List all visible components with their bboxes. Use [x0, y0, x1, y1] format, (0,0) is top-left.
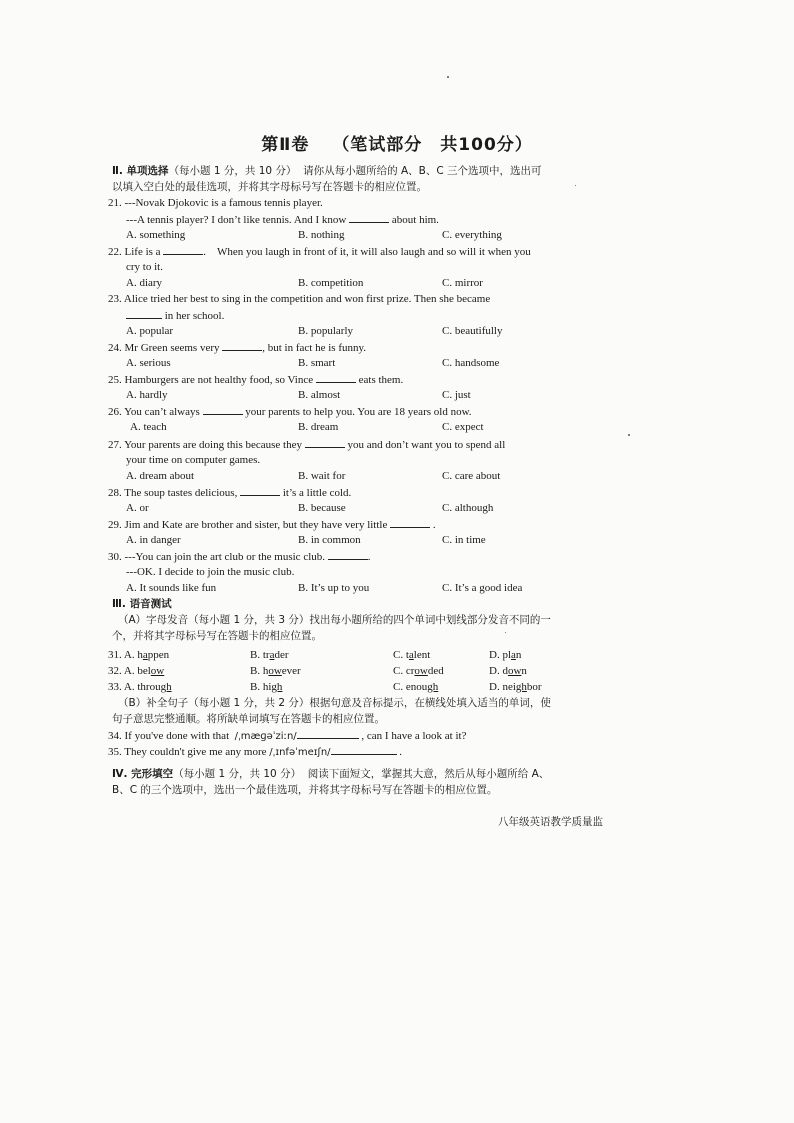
q30-option-b: B. It’s up to you [298, 582, 370, 594]
q33-option-c: C. enough [393, 681, 439, 693]
page-title [0, 130, 794, 155]
question-34: 34. If you've done with that /ˌmæɡəˈziːn/ , can I have a look at it? [108, 727, 466, 745]
q32-option-d: D. down [489, 665, 527, 677]
q26-option-b: B. dream [298, 421, 339, 433]
question-21-line-2: ---A tennis player? I don’t like tennis. And I know about him. [126, 211, 439, 228]
q30-option-a: A. It sounds like fun [126, 582, 217, 594]
section-2-instruction-line-2: 以填入空白处的最佳选项，并将其字母标号写在答题卡的相应位置。 [112, 181, 427, 193]
question-27-line-2: your time on computer games. [126, 454, 261, 466]
question-30-line-2: ---OK. I decide to join the music club. [126, 566, 295, 578]
q26-option-a: A. teach [130, 421, 167, 433]
q24-option-b: B. smart [298, 357, 336, 369]
q31-option-d: D. plan [489, 649, 522, 661]
q31-option-b: B. trader [250, 649, 289, 661]
q23-option-a: A. popular [126, 325, 174, 337]
scan-speck [575, 185, 576, 186]
section-3a-instruction-line-2: 个，并将其字母标号写在答题卡的相应位置。 [112, 630, 322, 642]
q21-option-a: A. something [126, 229, 186, 241]
q28-option-a: A. or [126, 502, 149, 514]
question-35: 35. They couldn't give me any more /ˌɪnfəˈmeɪʃn/ . [108, 743, 402, 761]
question-29-line-1: 29. Jim and Kate are brother and sister, but they have very little . [108, 516, 436, 533]
scan-speck [447, 76, 449, 78]
question-25-line-1: 25. Hamburgers are not healthy food, so Vince eats them. [108, 371, 403, 388]
q31-option-c: C. talent [393, 649, 431, 661]
question-22-line-1: 22. Life is a . When you laugh in front of it, it will also laugh and so will it when you [108, 243, 531, 260]
q25-option-c: C. just [442, 389, 471, 401]
section-4-instruction-line-1: Ⅳ. 完形填空（每小题 1 分，共 10 分） 阅读下面短文，掌握其大意，然后从每小题所给 A、 [112, 768, 550, 780]
question-26-line-1: 26. You can’t always your parents to help you. You are 18 years old now. [108, 403, 472, 420]
question-22-line-2: cry to it. [126, 261, 163, 273]
q27-option-b: B. wait for [298, 470, 346, 482]
q31-option-a: 31. A. happen [108, 649, 170, 661]
q33-option-a: 33. A. through [108, 681, 172, 693]
q27-option-c: C. care about [442, 470, 501, 482]
q21-option-b: B. nothing [298, 229, 345, 241]
q24-option-c: C. handsome [442, 357, 500, 369]
title-info: （笔试部分 共100分） [332, 135, 533, 155]
q28-option-b: B. because [298, 502, 346, 514]
q33-option-d: D. neighbor [489, 681, 542, 693]
section-3b-instruction-line-1: （B）补全句子（每小题 1 分，共 2 分）根据句意及音标提示，在横线处填入适当的单词，使 [118, 697, 551, 709]
q25-option-a: A. hardly [126, 389, 168, 401]
q26-option-c: C. expect [442, 421, 484, 433]
q22-option-a: A. diary [126, 277, 163, 289]
footer-label: 八年级英语教学质量监 [498, 816, 603, 828]
question-23-line-2: in her school. [126, 307, 224, 324]
scan-speck [628, 434, 630, 436]
question-27-line-1: 27. Your parents are doing this because they you and don’t want you to spend all [108, 436, 505, 453]
q24-option-a: A. serious [126, 357, 171, 369]
q25-option-b: B. almost [298, 389, 341, 401]
q33-option-b: B. high [250, 681, 283, 693]
question-28-line-1: 28. The soup tastes delicious, it’s a little cold. [108, 484, 351, 501]
q23-option-b: B. popularly [298, 325, 353, 337]
q29-option-c: C. in time [442, 534, 486, 546]
question-21-line-1: 21. ---Novak Djokovic is a famous tennis player. [108, 197, 323, 209]
q28-option-c: C. although [442, 502, 494, 514]
section-2-instruction-line-1: Ⅱ. 单项选择（每小题 1 分，共 10 分） 请你从每小题所给的 A、B、C 三个选项中，选出可 [112, 165, 542, 177]
title-part: 第Ⅱ卷 [261, 135, 310, 155]
section-4-instruction-line-2: B、C 的三个选项中，选出一个最佳选项，并将其字母标号写在答题卡的相应位置。 [112, 784, 498, 796]
section-3a-instruction-line-1: （A）字母发音（每小题 1 分，共 3 分）找出每小题所给的四个单词中划线部分发音不同的一 [118, 614, 551, 626]
scan-speck [505, 632, 506, 633]
q29-option-a: A. in danger [126, 534, 181, 546]
section-3-heading: Ⅲ. 语音测试 [112, 598, 172, 610]
section-3b-instruction-line-2: 句子意思完整通顺。将所缺单词填写在答题卡的相应位置。 [112, 713, 385, 725]
question-23-line-1: 23. Alice tried her best to sing in the competition and won first prize. Then she became [108, 293, 491, 305]
q27-option-a: A. dream about [126, 470, 195, 482]
q22-option-b: B. competition [298, 277, 364, 289]
q29-option-b: B. in common [298, 534, 361, 546]
q23-option-c: C. beautifully [442, 325, 503, 337]
q32-option-b: B. however [250, 665, 301, 677]
q32-option-c: C. crowded [393, 665, 444, 677]
q32-option-a: 32. A. below [108, 665, 165, 677]
question-24-line-1: 24. Mr Green seems very , but in fact he is funny. [108, 339, 366, 356]
q30-option-c: C. It’s a good idea [442, 582, 523, 594]
question-30-line-1: 30. ---You can join the art club or the music club. . [108, 548, 371, 565]
q21-option-c: C. everything [442, 229, 502, 241]
q22-option-c: C. mirror [442, 277, 483, 289]
